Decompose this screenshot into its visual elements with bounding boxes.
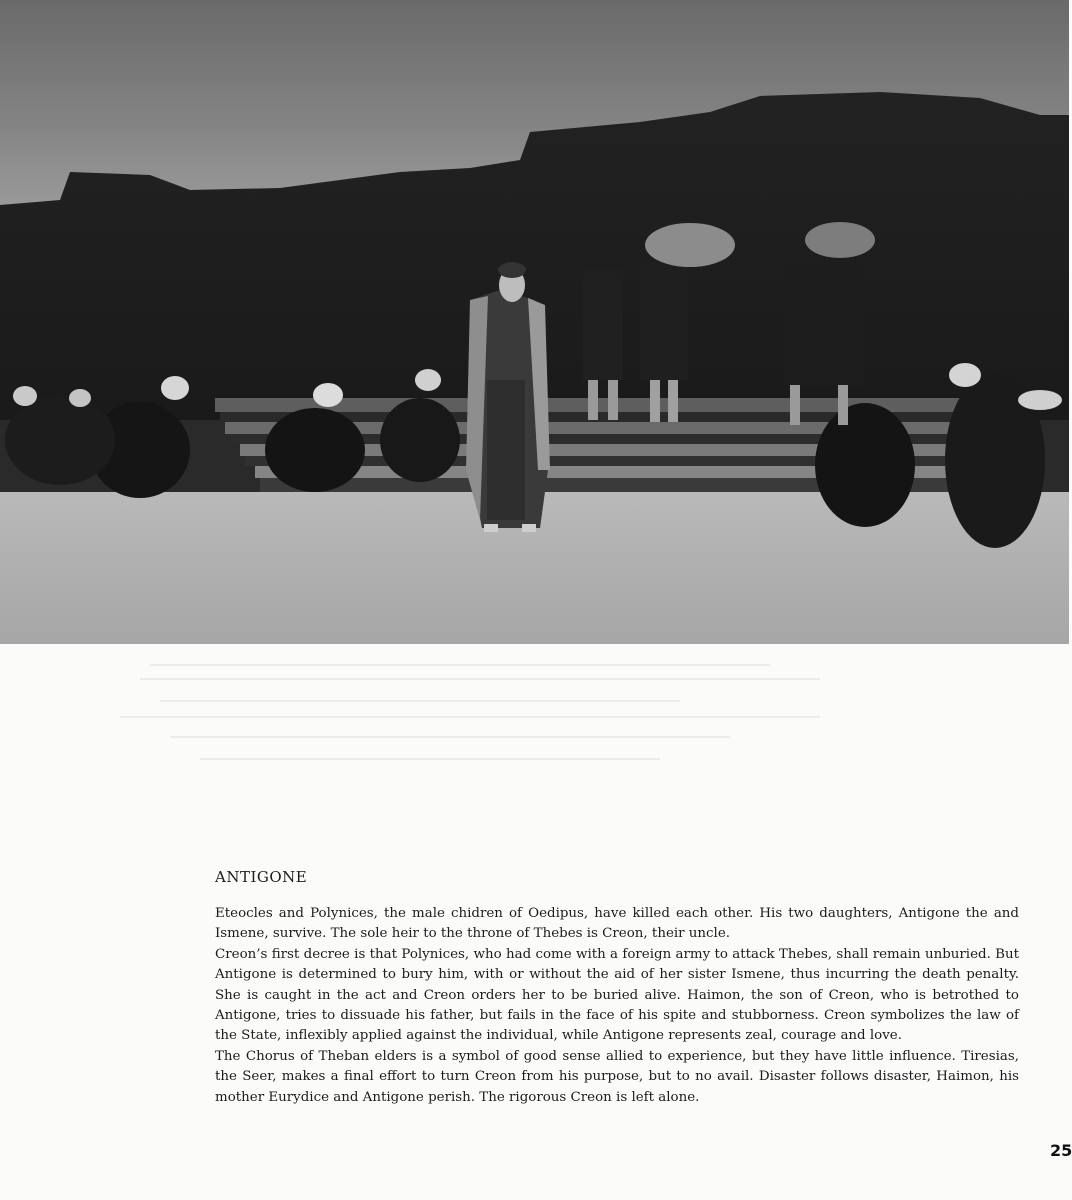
paragraph-3: The Chorus of Theban elders is a symbol of good sense allied to experience, but they have little influence. Tiresias, the Seer, makes a final effort to turn Creon from his purpose, but to no avail. Disaster follows disaster, Haimon, his mother Eurydice and Antigone perish. The rigorous Creon is left alone. bbox=[215, 1048, 1019, 1105]
article-title: ANTIGONE bbox=[215, 868, 308, 886]
paragraph-1: Eteocles and Polynices, the male chidren of Oedipus, have killed each other. His two daughters, Antigone the and Ismene, survive. The sole heir to the throne of Thebes is Creon, their uncle. bbox=[215, 906, 1019, 942]
paragraph-2: Creon’s first decree is that Polynices, who had come with a foreign army to attack Thebes, shall remain unburied. But Antigone is determined to bury him, with or without the aid of her sister Ismene, thus incurring the death penalty. She is caught in the act and Creon orders her to be buried alive. Haimon, the son of Creon, who is betrothed to Antigone, tries to dissuade his father, but fails in the face of his spite and stubborness. Creon symbolizes the law of the State, inflexibly applied against the individual, while Antigone represents zeal, courage and love. bbox=[215, 946, 1019, 1044]
bleed-through-text bbox=[0, 650, 1069, 830]
page-number: 25 bbox=[1050, 1141, 1072, 1160]
article-body bbox=[215, 904, 1019, 1108]
